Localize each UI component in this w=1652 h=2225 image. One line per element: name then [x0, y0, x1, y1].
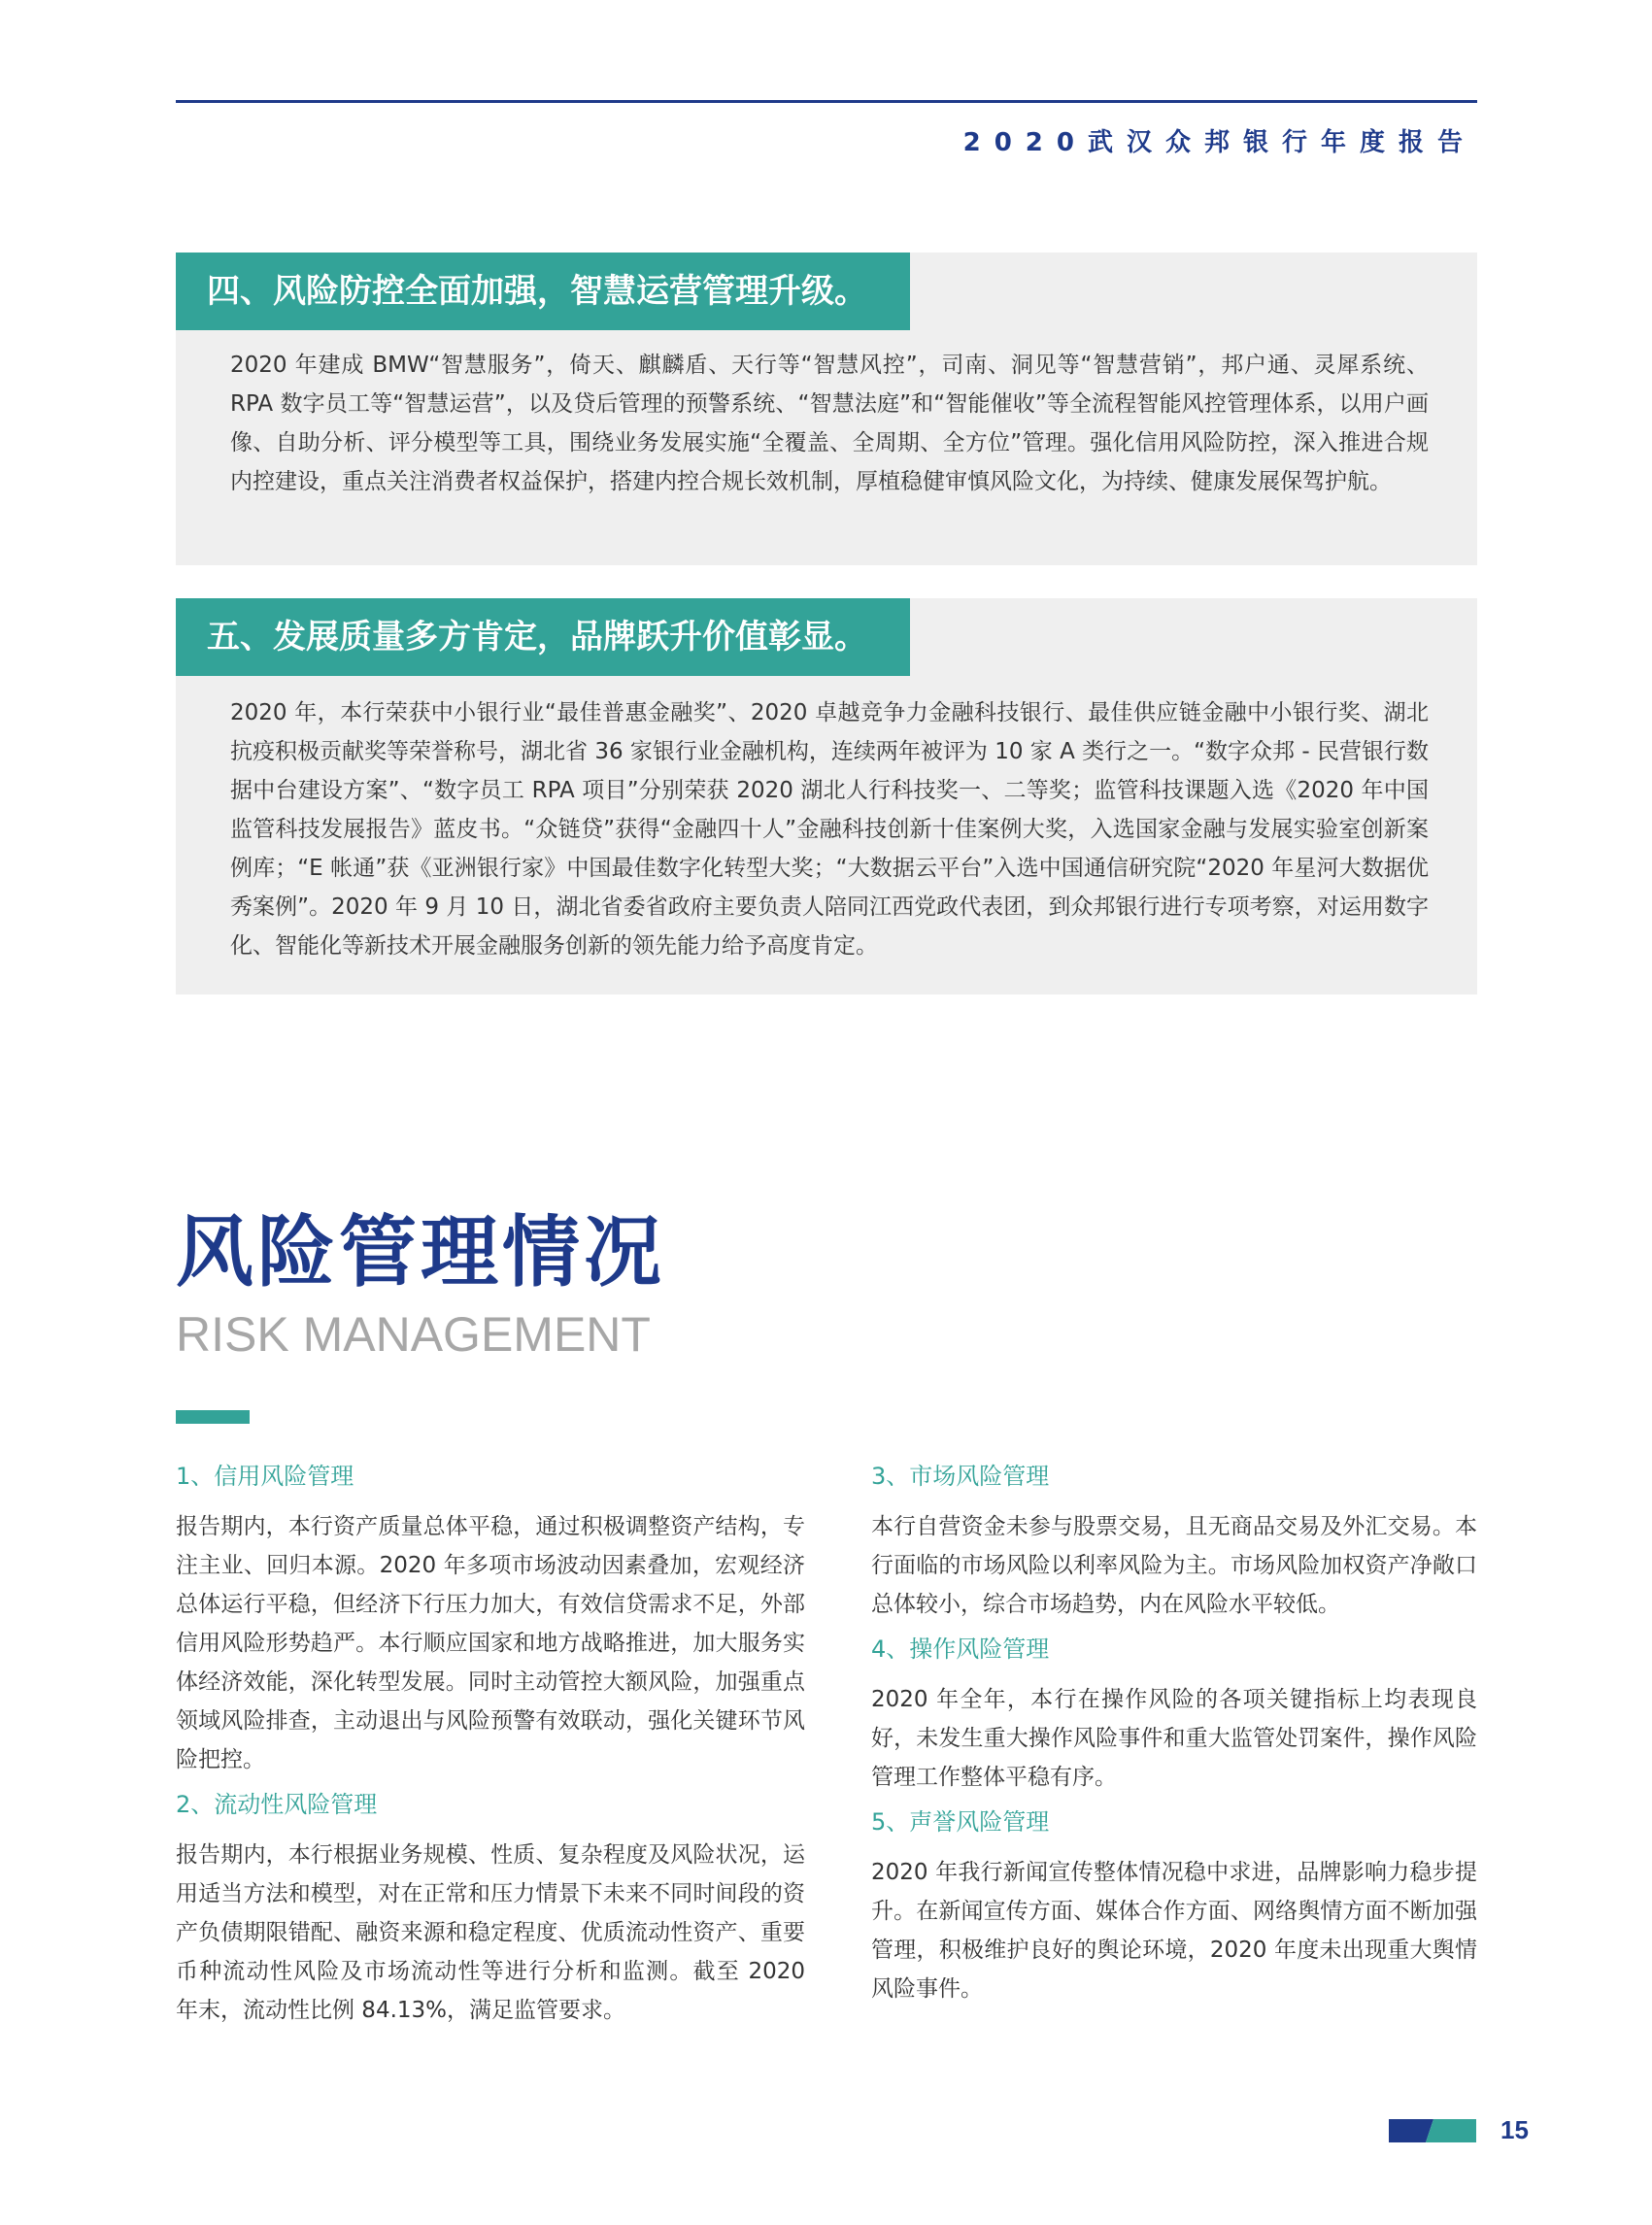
panel-body: 2020 年建成 BMW“智慧服务”，倚天、麒麟盾、天行等“智慧风控”，司南、洞见等“智慧营销”，邦户通、灵犀系统、RPA 数字员工等“智慧运营”，以及贷后管理的预警系统、“智慧法庭”和“智能催收”等全流程智能风控管理体系，以用户画像、自助分析、评分模型等工具，围绕业务发展实施“全覆盖、全周期、全方位”管理。强化信用风险防控，深入推进合规内控建设，重点关注消费者权益保护，搭建内控合规长效机制，厚植稳健审慎风险文化，为持续、健康发展保驾护航。: [230, 353, 1429, 494]
subsection-credit-risk: [176, 1457, 805, 1779]
header-rule: [176, 100, 1477, 103]
page-mark-graphic: [1389, 2119, 1476, 2142]
left-column: [176, 1457, 805, 2036]
subsection-market-risk: [871, 1457, 1477, 1624]
subsection-reputation-risk: [871, 1803, 1477, 2008]
section-title: 风险管理情况: [176, 1207, 665, 1298]
subsection-heading: 5、声誉风险管理: [871, 1808, 1050, 1836]
subsection-heading: 3、市场风险管理: [871, 1463, 1050, 1490]
subsection-body: 报告期内，本行资产质量总体平稳，通过积极调整资产结构，专注主业、回归本源。2020 年多项市场波动因素叠加，宏观经济总体运行平稳，但经济下行压力加大，有效信贷需求不足，外部信用风险形势趋严。本行顺应国家和地方战略推进，加大服务实体经济效能，深化转型发展。同时主动管控大额风险，加强重点领域风险排查，主动退出与风险预警有效联动，强化关键环节风险把控。: [176, 1514, 805, 1772]
subsection-operational-risk: [871, 1630, 1477, 1797]
right-column: [871, 1457, 1477, 2014]
report-title: 2020武汉众邦银行年度报告: [962, 128, 1476, 157]
panel-heading: 五、发展质量多方肯定，品牌跃升价值彰显。: [176, 598, 910, 676]
panel-body: 2020 年，本行荣获中小银行业“最佳普惠金融奖”、2020 卓越竞争力金融科技银行、最佳供应链金融中小银行奖、湖北抗疫积极贡献奖等荣誉称号，湖北省 36 家银行业金融机构，连续两年被评为 10 家 A 类行之一。“数字众邦 - 民营银行数据中台建设方案”、“数字员工 RPA 项目”分别荣获 2020 湖北人行科技奖一、二等奖；监管科技课题入选《2020 年中国监管科技发展报告》蓝皮书。“众链贷”获得“金融四十人”金融科技创新十佳案例大奖，入选国家金融与发展实验室创新案例库；“E 帐通”获《亚洲银行家》中国最佳数字化转型大奖；“大数据云平台”入选中国通信研究院“2020 年星河大数据优秀案例”。2020 年 9 月 10 日，湖北省委省政府主要负责人陪同江西党政代表团，到众邦银行进行专项考察，对运用数字化、智能化等新技术开展金融服务创新的领先能力给予高度肯定。: [230, 700, 1429, 959]
panel-heading: 四、风险防控全面加强，智慧运营管理升级。: [176, 253, 910, 330]
subsection-heading: 2、流动性风险管理: [176, 1791, 378, 1818]
subsection-body: 2020 年我行新闻宣传整体情况稳中求进，品牌影响力稳步提升。在新闻宣传方面、媒体合作方面、网络舆情方面不断加强管理，积极维护良好的舆论环境，2020 年度未出现重大舆情风险事件。: [871, 1860, 1477, 2002]
subsection-liquidity-risk: [176, 1785, 805, 2030]
subsection-body: 报告期内，本行根据业务规模、性质、复杂程度及风险状况，运用适当方法和模型，对在正常和压力情景下未来不同时间段的资产负债期限错配、融资来源和稳定程度、优质流动性资产、重要币种流动性风险及市场流动性等进行分析和监测。截至 2020 年末，流动性比例 84.13%，满足监管要求。: [176, 1842, 805, 2023]
accent-bar: [176, 1410, 250, 1424]
page-number: 15: [1500, 2115, 1529, 2144]
panel-development-quality: [176, 598, 1477, 995]
subsection-heading: 1、信用风险管理: [176, 1463, 354, 1490]
subsection-heading: 4、操作风险管理: [871, 1635, 1050, 1663]
subsection-body: 本行自营资金未参与股票交易，且无商品交易及外汇交易。本行面临的市场风险以利率风险为主。市场风险加权资产净敞口总体较小，综合市场趋势，内在风险水平较低。: [871, 1514, 1477, 1617]
subsection-body: 2020 年全年，本行在操作风险的各项关键指标上均表现良好，未发生重大操作风险事件和重大监管处罚案件，操作风险管理工作整体平稳有序。: [871, 1687, 1477, 1790]
section-subtitle: RISK MANAGEMENT: [176, 1307, 651, 1362]
panel-risk-control: [176, 253, 1477, 565]
